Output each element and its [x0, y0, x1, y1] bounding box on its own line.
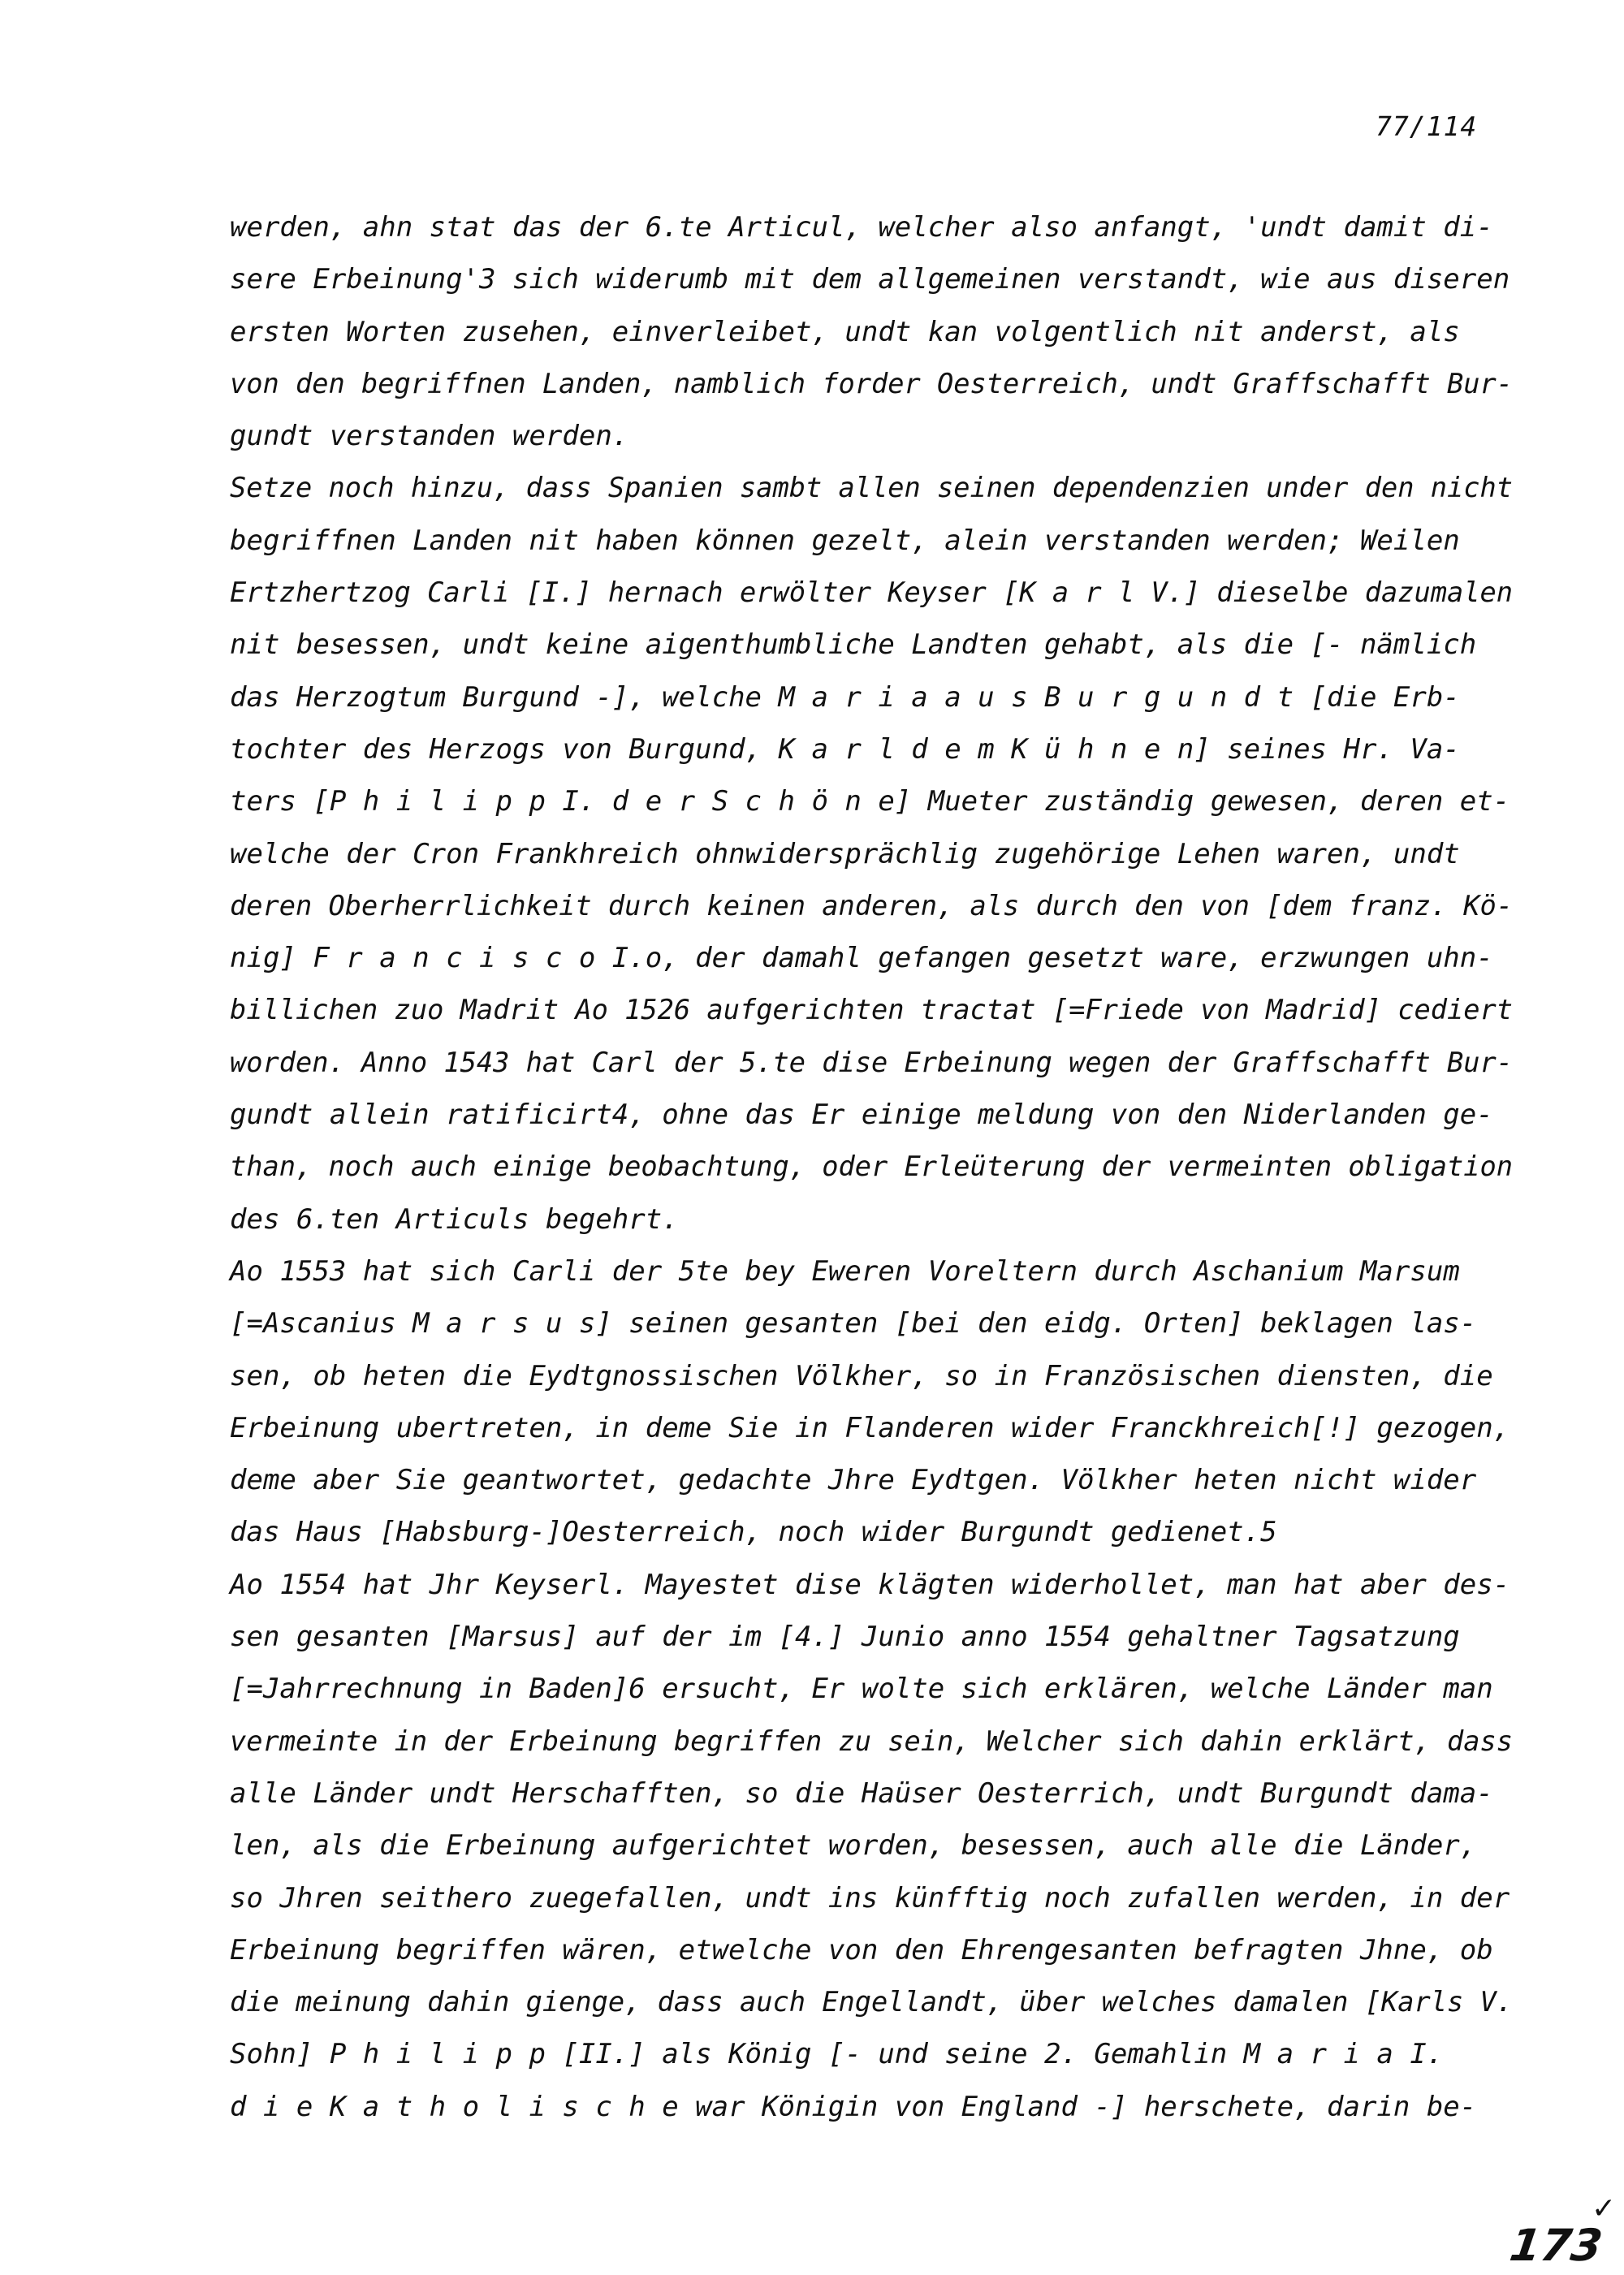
- text-line: than, noch auch einige beobachtung, oder Erleüterung der vermeinten obligation: [230, 1150, 1513, 1184]
- text-line: begriffnen Landen nit haben können gezelt, alein verstanden werden; Weilen: [230, 524, 1460, 557]
- text-line: die meinung dahin gienge, dass auch Engellandt, über welches damalen [Karls V.: [230, 1986, 1513, 2019]
- text-line: ters [P h i l i p p I. d e r S c h ö n e] Mueter zuständig gewesen, deren et-: [230, 785, 1510, 818]
- text-line: tochter des Herzogs von Burgund, K a r l d e m K ü h n e n] seines Hr. Va-: [230, 732, 1460, 766]
- text-line: so Jhren seithero zuegefallen, undt ins künfftig noch zufallen werden, in der: [230, 1881, 1510, 1915]
- body-text: [230, 201, 1513, 2133]
- text-line: gundt allein ratificirt4, ohne das Er einige meldung von den Niderlanden ge-: [230, 1099, 1493, 1132]
- text-line: Ao 1554 hat Jhr Keyserl. Mayestet dise klägten widerhollet, man hat aber des-: [230, 1568, 1510, 1601]
- text-line: nig] F r a n c i s c o I.o, der damahl gefangen gesetzt ware, erzwungen uhn-: [230, 942, 1493, 975]
- page-number: 77/114: [1376, 110, 1478, 142]
- text-line: sere Erbeinung'3 sich widerumb mit dem allgemeinen verstandt, wie aus diseren: [230, 263, 1510, 296]
- text-line: von den begriffnen Landen, namblich forder Oesterreich, undt Graffschafft Bur-: [230, 367, 1513, 400]
- text-line: sen, ob heten die Eydtgnossischen Völkher, so in Französischen diensten, die: [230, 1359, 1493, 1392]
- text-line: vermeinte in der Erbeinung begriffen zu sein, Welcher sich dahin erklärt, dass: [230, 1725, 1513, 1758]
- text-line: deren Oberherrlichkeit durch keinen anderen, als durch den von [dem franz. Kö-: [230, 889, 1513, 922]
- text-line: [=Jahrrechnung in Baden]6 ersucht, Er wolte sich erklären, welche Länder man: [230, 1673, 1493, 1706]
- text-line: des 6.ten Articuls begehrt.: [230, 1202, 679, 1236]
- text-line: Sohn] P h i l i p p [II.] als König [- und seine 2. Gemahlin M a r i a I.: [230, 2038, 1444, 2071]
- text-line: gundt verstanden werden.: [230, 420, 629, 453]
- text-line: das Herzogtum Burgund -], welche M a r i a a u s B u r g u n d t [die Erb-: [230, 680, 1460, 714]
- text-line: worden. Anno 1543 hat Carl der 5.te dise Erbeinung wegen der Graffschafft Bur-: [230, 1046, 1513, 1079]
- text-line: Erbeinung begriffen wären, etwelche von den Ehrengesanten befragten Jhne, ob: [230, 1933, 1493, 1966]
- text-line: Erbeinung ubertreten, in deme Sie in Flanderen wider Franckhreich[!] gezogen,: [230, 1411, 1510, 1444]
- text-line: deme aber Sie geantwortet, gedachte Jhre Eydtgen. Völkher heten nicht wider: [230, 1464, 1477, 1497]
- margin-marks: [1501, 2192, 1622, 2273]
- sheet-number: 173: [1506, 2220, 1606, 2271]
- text-line: sen gesanten [Marsus] auf der im [4.] Junio anno 1554 gehaltner Tagsatzung: [230, 1621, 1460, 1654]
- text-line: Ertzhertzog Carli [I.] hernach erwölter Keyser [K a r l V.] dieselbe dazumalen: [230, 576, 1513, 610]
- text-line: alle Länder undt Herschafften, so die Haüser Oesterrich, undt Burgundt dama-: [230, 1776, 1493, 1810]
- text-line: welche der Cron Frankhreich ohnwidersprächlig zugehörige Lehen waren, undt: [230, 837, 1460, 870]
- text-line: len, als die Erbeinung aufgerichtet worden, besessen, auch alle die Länder,: [230, 1829, 1477, 1863]
- text-line: Ao 1553 hat sich Carli der 5te bey Eweren Voreltern durch Aschanium Marsum: [230, 1254, 1460, 1288]
- text-line: [=Ascanius M a r s u s] seinen gesanten [bei den eidg. Orten] beklagen las-: [230, 1307, 1477, 1340]
- text-line: werden, ahn stat das der 6.te Articul, welcher also anfangt, 'undt damit di-: [230, 211, 1493, 244]
- text-line: d i e K a t h o l i s c h e war Königin von England -] herschete, darin be-: [230, 2090, 1477, 2123]
- text-line: ersten Worten zusehen, einverleibet, undt kan volgentlich nit anderst, als: [230, 315, 1460, 348]
- text-line: das Haus [Habsburg-]Oesterreich, noch wider Burgundt gedienet.5: [230, 1516, 1277, 1549]
- text-line: Setze noch hinzu, dass Spanien sambt allen seinen dependenzien under den nicht: [230, 472, 1513, 505]
- text-line: nit besessen, undt keine aigenthumbliche Landten gehabt, als die [- nämlich: [230, 628, 1477, 662]
- check-mark-icon: ✓: [1592, 2192, 1617, 2225]
- text-line: billichen zuo Madrit Ao 1526 aufgerichten tractat [=Friede von Madrid] cediert: [230, 994, 1513, 1027]
